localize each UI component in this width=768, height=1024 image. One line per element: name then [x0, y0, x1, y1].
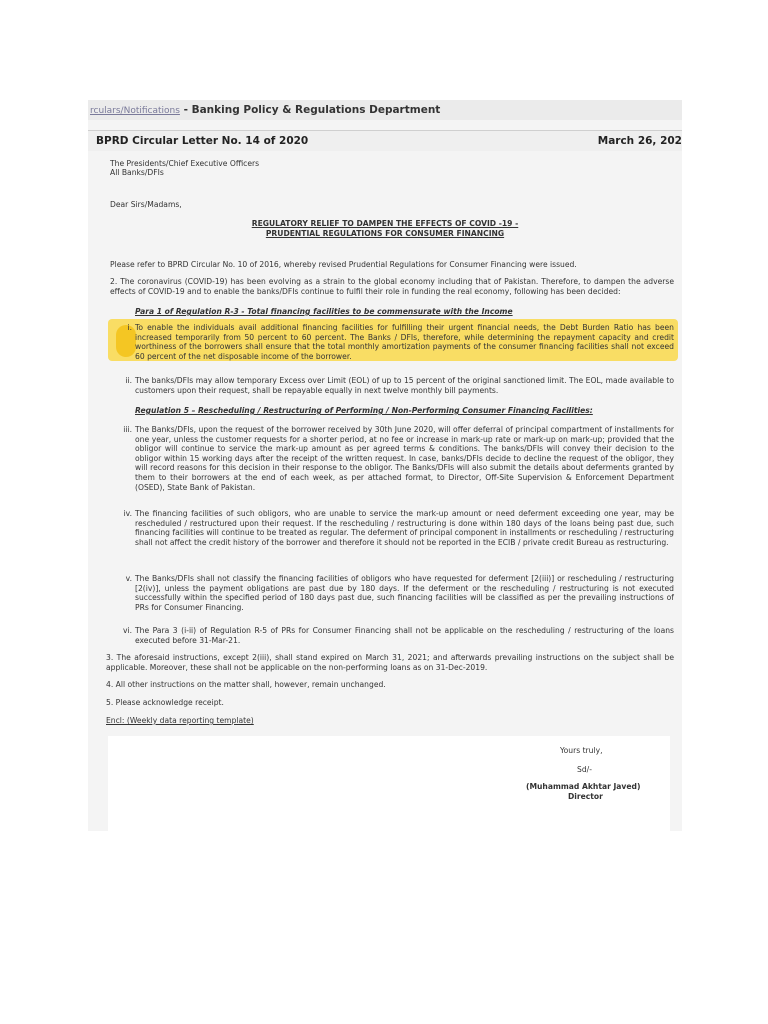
department-title: - Banking Policy & Regulations Department [179, 104, 441, 116]
item-text: The banks/DFIs may allow temporary Excess over Limit (EOL) of up to 15 percent of the original sanctioned limit. The EOL, made available to customers upon their request, shall be repayable equally in next twelve monthly bill payments. [135, 376, 674, 395]
signatory-title: Director [568, 792, 603, 801]
item-text: The Banks/DFIs, upon the request of the borrower received by 30th June 2020, will offer deferral of principal compartment of installments for one year, unless the customer requests for a shorter period, at no fee or increase in mark-up rate or mark-up on mark-up; provided that the obligor will continue to service the mark-up amount as per agreed terms & conditions. The banks/DFIs will convey their decision to the obligor within 15 working days after the receipt of the written request. In case, banks/DFIs decide to decline the request of the obligor, they will record reasons for this decision in their response to the obligor. The Banks/DFIs will also submit the details about deferments granted by them to their borrowers at the end of each week, as per attached format, to Director, Off-Site Supervision & Enforcement Department (OSED), State Bank of Pakistan. [135, 425, 674, 492]
section-heading-regulation-5: Regulation 5 – Rescheduling / Restructuring of Performing / Non-Performing Consumer Financing Facilities: [135, 406, 593, 415]
item-number: iv. [123, 509, 132, 518]
circular-header-row [88, 130, 682, 151]
enclosure-link[interactable]: Encl: (Weekly data reporting template) [106, 716, 254, 725]
circular-number: BPRD Circular Letter No. 14 of 2020 [96, 135, 309, 147]
signatory-name: (Muhammad Akhtar Javed) [526, 782, 641, 791]
signature-block [108, 736, 670, 831]
closing: Yours truly, [560, 746, 603, 755]
item-text: The Para 3 (i-ii) of Regulation R-5 of PRs for Consumer Financing shall not be applicable on the rescheduling / restructuring of the loans executed before 31-Mar-21. [135, 626, 674, 645]
addressee-line-2: All Banks/DFIs [110, 168, 164, 177]
paragraph-3: 3. The aforesaid instructions, except 2(iii), shall stand expired on March 31, 2021; and afterwards prevailing instructions on the subject shall be applicable. Moreover, these shall not be applicable on the non-performing loans as on 31-Dec-2019. [106, 653, 674, 672]
breadcrumb [90, 104, 440, 116]
section-heading-regulation-r3: Para 1 of Regulation R-3 - Total financing facilities to be commensurate with the Income [135, 307, 513, 316]
paragraph-2: 2. The coronavirus (COVID-19) has been evolving as a strain to the global economy including that of Pakistan. Therefore, to dampen the adverse effects of COVID-19 and to enable the banks/DFIs continue to fulfil their role in funding the real economy, following has been decided: [110, 277, 674, 296]
item-text: To enable the individuals avail additional financing facilities for fulfilling their urgent financial needs, the Debt Burden Ratio has been increased temporarily from 50 percent to 60 percent. The Banks / DFIs, therefore, while determining the repayment capacity and credit worthiness of the borrowers shall ensure that the total monthly amortization payments of the consumer financing facilities shall not exceed 60 percent of the net disposable income of the borrower. [135, 323, 674, 361]
item-text: The financing facilities of such obligors, who are unable to service the mark-up amount or need deferment exceeding one year, may be rescheduled / restructured upon their request. If the rescheduling / restructuring is done within 180 days of the loans being past due, such financing facilities will continue to be treated as regular. The deferment of principal component in installments or rescheduling / restructuring shall not affect the credit history of the borrower and therefore it should not be reported in the ECIB / private credit Bureau as restructuring. [135, 509, 674, 547]
signed-mark: Sd/- [577, 765, 592, 774]
item-number: v. [125, 574, 132, 583]
item-number: i. [127, 323, 132, 332]
addressee-line-1: The Presidents/Chief Executive Officers [110, 159, 260, 168]
subject-line-1: REGULATORY RELIEF TO DAMPEN THE EFFECTS OF COVID -19 - [251, 219, 519, 228]
paragraph-1: Please refer to BPRD Circular No. 10 of 2016, whereby revised Prudential Regulations for Consumer Financing were issued. [110, 260, 577, 269]
item-number: vi. [122, 626, 132, 635]
paragraph-5: 5. Please acknowledge receipt. [106, 698, 224, 707]
item-text: The Banks/DFIs shall not classify the financing facilities of obligors who have requested for deferment [2(iii)] or rescheduling / restructuring [2(iv)], unless the payment obligations are past due by 180 days. If the deferment or the rescheduling / restructuring is not executed successfully within the specified period of 180 days past due, such financing facilities will be classified as per the prevailing instructions of PRs for Consumer Financing. [135, 574, 674, 612]
paragraph-4: 4. All other instructions on the matter shall, however, remain unchanged. [106, 680, 386, 689]
circular-document [88, 100, 682, 831]
item-number: iii. [123, 425, 132, 434]
circular-date: March 26, 202 [597, 135, 682, 147]
subject-line-2: PRUDENTIAL REGULATIONS FOR CONSUMER FINANCING [265, 229, 505, 238]
item-number: ii. [125, 376, 132, 385]
salutation: Dear Sirs/Madams, [110, 200, 182, 209]
breadcrumb-link-circulars[interactable]: rculars/Notifications [90, 106, 180, 116]
page-header-bar [88, 100, 682, 120]
